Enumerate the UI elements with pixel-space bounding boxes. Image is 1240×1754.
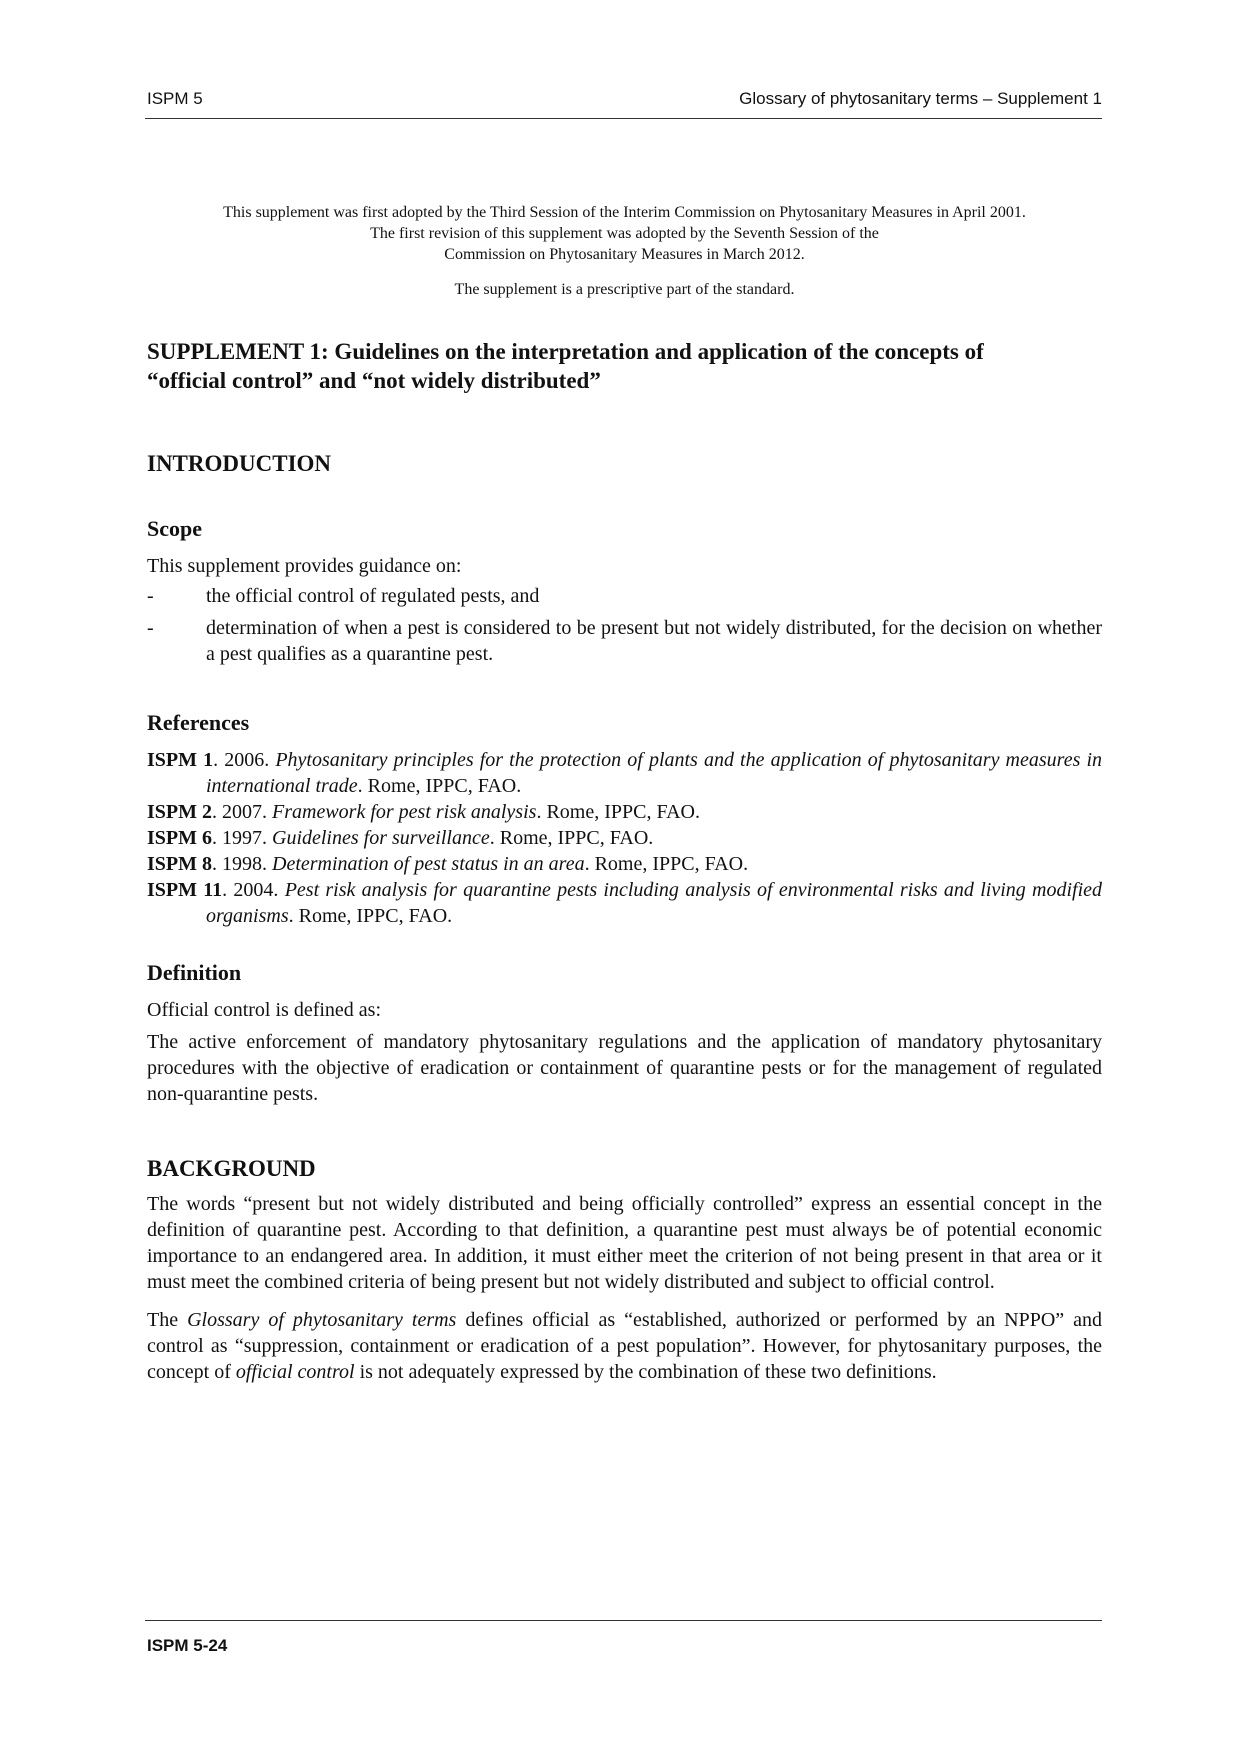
reference-code: ISPM 2 — [147, 801, 212, 823]
background-paragraph: The words “present but not widely distributed and being officially controlled” express an essential concept in the definition of quarantine pest. According to that definition, a quarantine pest must always be of potential economic importance to an endangered area. In addition, it must either meet the criterion of not being present in that area or it must meet the combined criteria of being present but not widely distributed and subject to official control. — [147, 1193, 1102, 1293]
definition-intro: Official control is defined as: — [147, 999, 382, 1021]
introduction-heading: INTRODUCTION — [147, 451, 332, 476]
footer-rule — [145, 1620, 1102, 1621]
adoption-line: The first revision of this supplement was adopted by the Seventh Session of the — [370, 225, 879, 242]
adoption-note — [147, 202, 1102, 300]
reference-item: ISPM 1. 2006. Phytosanitary principles for the protection of plants and the application of phytosanitary measures in international trade. Rome, IPPC, FAO. — [147, 749, 1103, 797]
prescriptive-note: The supplement is a prescriptive part of the standard. — [454, 281, 795, 298]
supplement-title-line: SUPPLEMENT 1: Guidelines on the interpretation and application of the concepts of — [147, 339, 984, 364]
reference-title: Framework for pest risk analysis — [272, 801, 537, 823]
introduction-section — [147, 450, 1102, 1385]
reference-item: ISPM 6. 1997. Guidelines for surveillance. Rome, IPPC, FAO. — [147, 827, 654, 849]
scope-intro: This supplement provides guidance on: — [147, 555, 462, 577]
scope-list — [147, 583, 1102, 667]
reference-code: ISPM 8 — [147, 853, 212, 875]
reference-title: Pest risk analysis for quarantine pests including analysis of environmental risks and living modified organisms — [206, 879, 1102, 927]
adoption-line: Commission on Phytosanitary Measures in March 2012. — [444, 246, 805, 263]
reference-item: ISPM 8. 1998. Determination of pest status in an area. Rome, IPPC, FAO. — [147, 853, 749, 875]
background-paragraph: The Glossary of phytosanitary terms defines official as “established, authorized or performed by an NPPO” and control as “suppression, containment or eradication of a pest population”. However, for phytosanitary purposes, the concept of official control is not adequately expressed by the combination of these two definitions. — [147, 1309, 1103, 1383]
supplement-title-line: “official control” and “not widely distributed” — [147, 368, 601, 393]
reference-code: ISPM 1 — [147, 749, 214, 771]
list-item — [147, 583, 1102, 609]
reference-code: ISPM 6 — [147, 827, 212, 849]
header-right: Glossary of phytosanitary terms – Supplement 1 — [739, 89, 1102, 108]
background-heading: BACKGROUND — [147, 1156, 316, 1181]
reference-title: Guidelines for surveillance — [272, 827, 490, 849]
definition-heading: Definition — [147, 960, 242, 985]
term-official-control: official control — [235, 1361, 355, 1383]
glossary-title: Glossary of phytosanitary terms — [187, 1309, 457, 1331]
definition-text: The active enforcement of mandatory phytosanitary regulations and the application of mandatory phytosanitary procedures with the objective of eradication or containment of quarantine pests or for the management of regulated non-quarantine pests. — [147, 1031, 1102, 1105]
reference-title: Phytosanitary principles for the protection of plants and the application of phytosanitary measures in international trade — [206, 749, 1103, 797]
footer-page-number: ISPM 5-24 — [147, 1636, 228, 1655]
reference-item: ISPM 11. 2004. Pest risk analysis for quarantine pests including analysis of environmental risks and living modified organisms. Rome, IPPC, FAO. — [147, 879, 1102, 927]
list-item-text: the official control of regulated pests, and — [206, 585, 540, 607]
scope-heading: Scope — [147, 516, 202, 541]
header-rule — [145, 118, 1102, 119]
list-dash: - — [147, 617, 154, 639]
list-item-text: determination of when a pest is considered to be present but not widely distributed, for the decision on whether a pest qualifies as a quarantine pest. — [206, 617, 1102, 665]
header-left: ISPM 5 — [147, 89, 203, 108]
reference-title: Determination of pest status in an area — [272, 853, 585, 875]
supplement-title — [147, 337, 1102, 395]
adoption-line: This supplement was first adopted by the Third Session of the Interim Commission on Phytosanitary Measures in April 2001. — [223, 204, 1026, 221]
reference-code: ISPM 11 — [147, 879, 223, 901]
references-heading: References — [147, 710, 250, 735]
list-item — [147, 615, 1102, 667]
reference-item: ISPM 2. 2007. Framework for pest risk analysis. Rome, IPPC, FAO. — [147, 801, 700, 823]
list-dash: - — [147, 585, 154, 607]
references-list — [147, 747, 1102, 929]
